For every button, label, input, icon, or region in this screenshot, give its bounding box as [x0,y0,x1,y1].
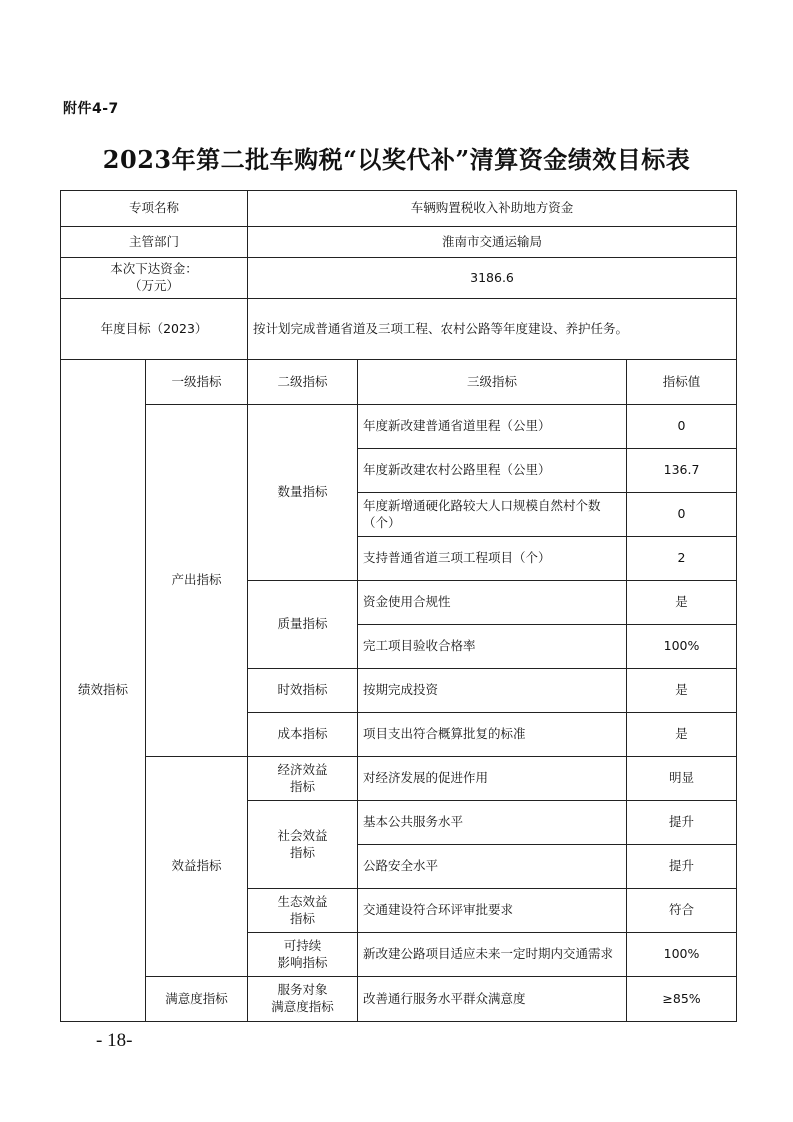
indicator-name: 年度新增通硬化路较大人口规模自然村个数（个） [358,493,627,537]
indicator-name: 支持普通省道三项工程项目（个） [358,537,627,581]
indicator-value: 100% [627,625,737,669]
indicator-name: 年度新改建农村公路里程（公里） [358,449,627,493]
cost-indicator-label: 成本指标 [248,713,358,757]
indicator-name: 交通建设符合环评审批要求 [358,889,627,933]
indicator-name: 新改建公路项目适应未来一定时期内交通需求 [358,933,627,977]
funds-value: 3186.6 [248,258,737,299]
economic-benefit-line1: 经济效益 [277,761,328,777]
economic-benefit-label [248,757,358,801]
table-row [61,405,737,449]
indicator-value: 提升 [627,801,737,845]
indicator-name: 完工项目验收合格率 [358,625,627,669]
indicator-name: 资金使用合规性 [358,581,627,625]
timeliness-indicator-label: 时效指标 [248,669,358,713]
indicator-value: 0 [627,493,737,537]
service-satisfaction-line1: 服务对象 [277,982,328,998]
performance-target-table [60,190,737,1022]
social-benefit-label [248,801,358,889]
indicator-value: 136.7 [627,449,737,493]
annual-goal-label: 年度目标（2023） [61,299,248,360]
quantity-indicator-label: 数量指标 [248,405,358,581]
sustainability-line1: 可持续 [283,937,322,953]
table-row [61,258,737,299]
department-value: 淮南市交通运输局 [248,227,737,258]
indicator-value: ≥85% [627,977,737,1022]
service-satisfaction-label [248,977,358,1022]
indicator-value: 2 [627,537,737,581]
indicator-name: 改善通行服务水平群众满意度 [358,977,627,1022]
indicator-name: 项目支出符合概算批复的标准 [358,713,627,757]
table-row [61,757,737,801]
economic-benefit-line2: 指标 [290,778,316,794]
ecological-benefit-line2: 指标 [290,910,316,926]
page-number: - 18- [96,1030,133,1051]
table-row [61,977,737,1022]
table-row [61,360,737,405]
annual-goal-value: 按计划完成普通省道及三项工程、农村公路等年度建设、养护任务。 [248,299,737,360]
table-row [61,227,737,258]
indicator-name: 公路安全水平 [358,845,627,889]
indicator-value: 是 [627,713,737,757]
department-label: 主管部门 [61,227,248,258]
col-level2-header: 二级指标 [248,360,358,405]
indicator-value: 100% [627,933,737,977]
satisfaction-indicator-label: 满意度指标 [146,977,248,1022]
indicator-value: 符合 [627,889,737,933]
ecological-benefit-label [248,889,358,933]
indicator-name: 基本公共服务水平 [358,801,627,845]
indicator-value: 0 [627,405,737,449]
indicator-value: 提升 [627,845,737,889]
indicator-name: 年度新改建普通省道里程（公里） [358,405,627,449]
project-name-label: 专项名称 [61,191,248,227]
sustainability-label [248,933,358,977]
quality-indicator-label: 质量指标 [248,581,358,669]
output-indicator-label: 产出指标 [146,405,248,757]
social-benefit-line2: 指标 [290,844,316,860]
funds-label [61,258,248,299]
ecological-benefit-line1: 生态效益 [277,893,328,909]
indicator-name: 按期完成投资 [358,669,627,713]
table-row [61,191,737,227]
service-satisfaction-line2: 满意度指标 [271,999,334,1014]
table-row [61,299,737,360]
performance-indicators-label: 绩效指标 [61,360,146,1022]
funds-label-line2: （万元） [129,278,180,293]
col-level1-header: 一级指标 [146,360,248,405]
social-benefit-line1: 社会效益 [277,827,328,843]
funds-label-line1: 本次下达资金： [110,261,198,277]
document-title: 2023年第二批车购税“以奖代补”清算资金绩效目标表 [102,145,691,174]
indicator-value: 明显 [627,757,737,801]
indicator-value: 是 [627,669,737,713]
project-name-value: 车辆购置税收入补助地方资金 [248,191,737,227]
col-value-header: 指标值 [627,360,737,405]
indicator-value: 是 [627,581,737,625]
benefit-indicator-label: 效益指标 [146,757,248,977]
indicator-name: 对经济发展的促进作用 [358,757,627,801]
col-level3-header: 三级指标 [358,360,627,405]
attachment-label: 附件4-7 [63,101,119,117]
sustainability-line2: 影响指标 [277,954,328,970]
